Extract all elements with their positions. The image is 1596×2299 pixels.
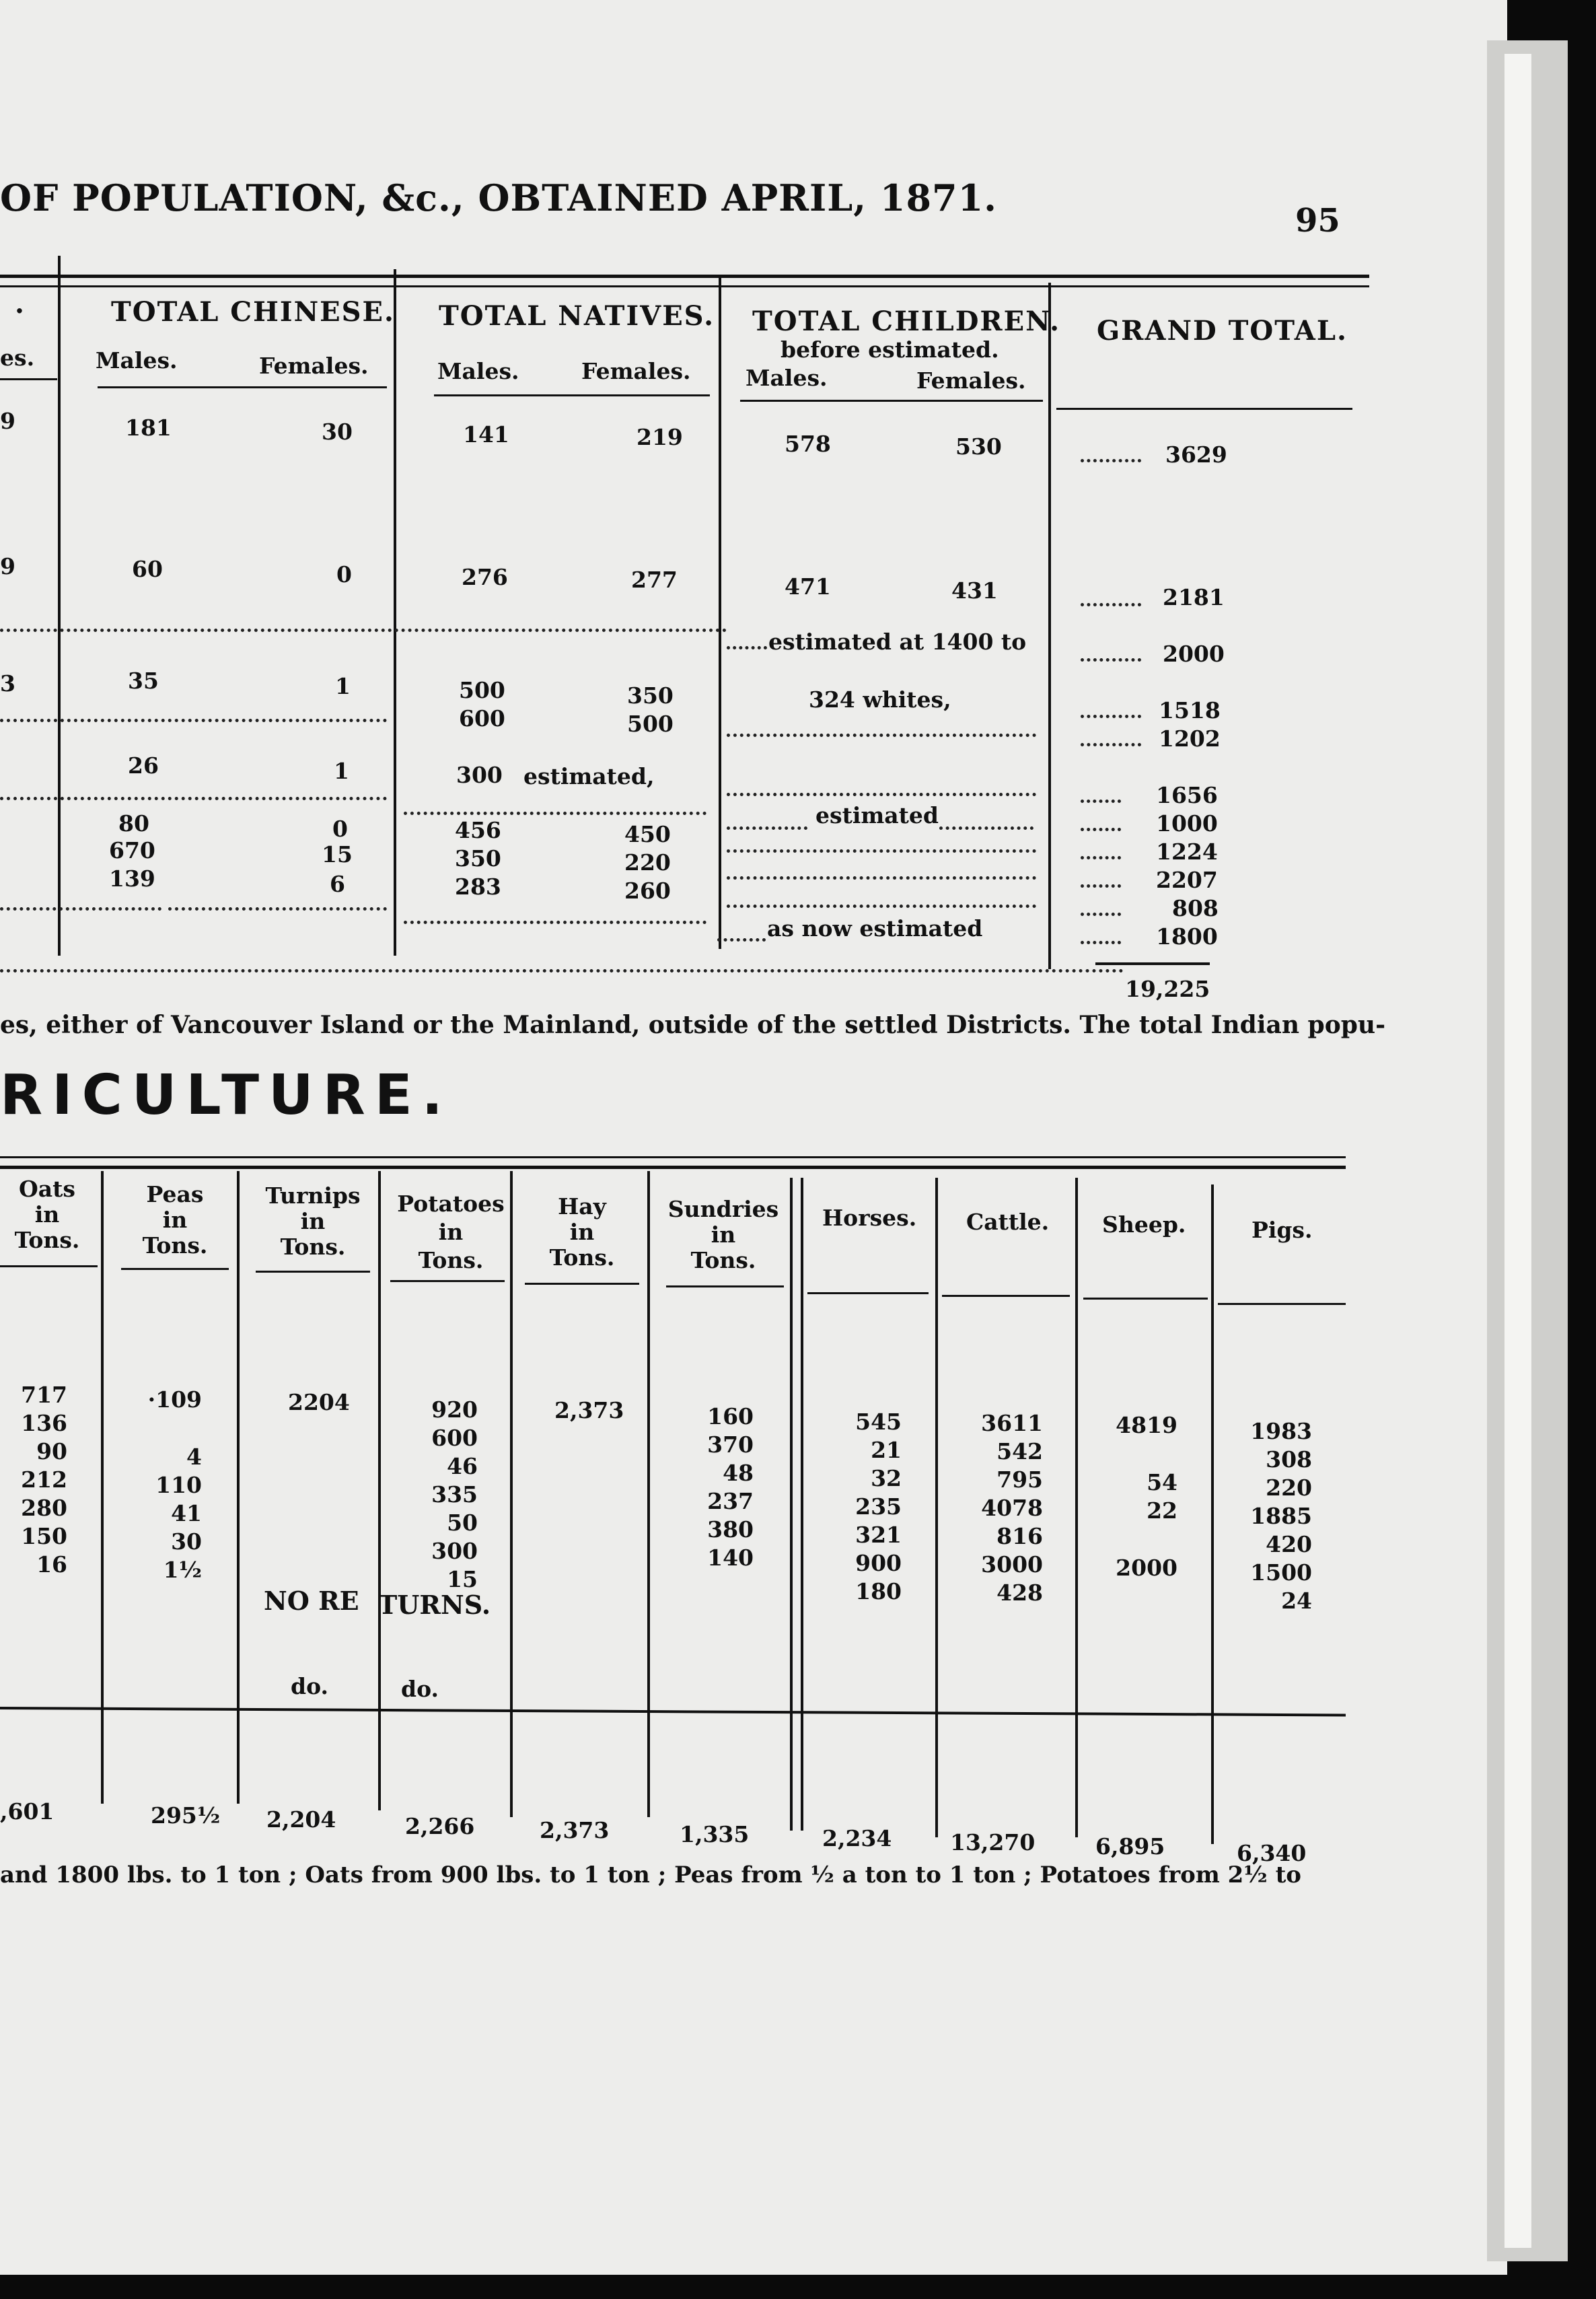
children-females: 431 <box>951 577 998 604</box>
header-underline <box>121 1268 229 1270</box>
chinese-males: 26 <box>128 752 159 779</box>
table-top-rule-2 <box>0 1166 1346 1169</box>
leader-dots <box>1081 800 1121 803</box>
sundries-total: 1,335 <box>680 1821 750 1847</box>
header-underline <box>0 378 57 380</box>
leader-dots <box>168 907 387 911</box>
pigs-values <box>1238 1417 1312 1615</box>
chinese-females: 15 <box>322 841 353 868</box>
turnips-value: 2204 <box>288 1389 350 1415</box>
leader-dots <box>1081 603 1141 606</box>
total-rule <box>1095 962 1210 965</box>
children-estimate-text: as now estimated <box>767 915 983 942</box>
agriculture-footnote: and 1800 lbs. to 1 ton ; Oats from 900 lbs. to 1 ton ; Peas from ½ a ton to 1 ton ; Potatoes from 2½ to <box>0 1862 1301 1888</box>
grand-total-header: GRAND TOTAL. <box>1097 315 1348 347</box>
natives-males: 141 <box>463 421 509 448</box>
chinese-males: 181 <box>125 415 172 441</box>
header-underline <box>98 386 387 388</box>
leftcut-header: es. <box>0 345 35 371</box>
natives-males: 600 <box>459 705 505 732</box>
col-divider <box>790 1178 793 1831</box>
leader-dots <box>1081 459 1141 462</box>
potatoes-value: 50 <box>447 1510 478 1536</box>
col-divider <box>394 269 396 956</box>
chinese-females: 0 <box>336 561 352 588</box>
natives-males-header: Males. <box>437 358 519 384</box>
chinese-males: 80 <box>118 810 149 837</box>
header-underline <box>1218 1303 1346 1305</box>
leader-dots <box>0 969 1124 972</box>
leader-dots <box>727 793 1036 796</box>
sheep-values <box>1103 1469 1177 1525</box>
leader-dots <box>1081 658 1141 662</box>
grand-total: 2181 <box>1163 584 1225 610</box>
header-underline <box>256 1271 370 1273</box>
turnips-header: Turnips in Tons. <box>265 1182 361 1260</box>
oats-value: 212 <box>21 1466 67 1493</box>
sundries-value: 380 <box>707 1516 754 1543</box>
children-females-header: Females. <box>916 367 1026 394</box>
natives-estimate-text: estimated, <box>523 763 655 789</box>
cattle-total: 13,270 <box>950 1829 1036 1855</box>
col-divider <box>1211 1184 1214 1844</box>
col-divider <box>801 1178 803 1831</box>
agriculture-title: RICULTURE. <box>0 1063 452 1127</box>
oats-value: 717 <box>21 1382 67 1408</box>
natives-females: 350 <box>627 682 674 709</box>
natives-females: 260 <box>624 878 671 904</box>
col-divider <box>1075 1178 1078 1837</box>
leader-dots <box>1081 856 1121 859</box>
natives-females-header: Females. <box>581 358 691 384</box>
cattle-value: 816 <box>996 1523 1043 1549</box>
leader-dots <box>727 734 1036 737</box>
leader-dots <box>1081 941 1121 944</box>
oats-value: 150 <box>21 1523 67 1549</box>
header-underline <box>942 1295 1070 1297</box>
sundries-value: 48 <box>723 1460 754 1486</box>
potatoes-value: 300 <box>431 1538 478 1564</box>
natives-females: 277 <box>631 567 678 593</box>
grand-total: 1202 <box>1159 726 1221 752</box>
chinese-females: 30 <box>322 419 353 445</box>
potatoes-value: 600 <box>431 1425 478 1451</box>
grand-total: 1000 <box>1156 810 1218 837</box>
hay-header: Hay in Tons. <box>549 1193 615 1271</box>
pigs-value: 220 <box>1266 1475 1312 1501</box>
peas-values <box>141 1443 202 1584</box>
peas-value: 30 <box>171 1528 202 1555</box>
children-estimate-text: estimated <box>815 802 939 828</box>
children-note: before estimated. <box>781 337 999 363</box>
children-estimate-text: 324 whites, <box>809 686 951 713</box>
ditto-left: do. <box>291 1673 328 1699</box>
natives-males: 350 <box>455 845 501 872</box>
chinese-males: 139 <box>109 865 155 892</box>
horses-value: 32 <box>871 1465 902 1491</box>
pigs-value: 308 <box>1266 1446 1312 1473</box>
header-underline <box>666 1285 784 1287</box>
leader-dots <box>939 826 1033 830</box>
peas-value: 4 <box>186 1444 202 1470</box>
peas-value: 110 <box>155 1472 202 1498</box>
leader-dots <box>727 876 1036 880</box>
natives-males: 456 <box>455 817 501 843</box>
grand-total: 1656 <box>1156 782 1218 808</box>
header-underline <box>0 1265 98 1267</box>
leader-dots <box>727 849 1036 853</box>
horses-value: 321 <box>855 1522 902 1548</box>
children-females: 530 <box>955 433 1002 460</box>
chinese-males: 60 <box>132 556 163 582</box>
leader-dots <box>1081 884 1121 888</box>
pigs-total: 6,340 <box>1237 1840 1307 1866</box>
leader-dots <box>1081 828 1121 831</box>
chinese-males-header: Males. <box>96 347 178 374</box>
sundries-header: Sundries in Tons. <box>667 1196 779 1273</box>
oats-value: 280 <box>21 1495 67 1521</box>
leader-dots <box>727 905 1036 908</box>
chinese-females: 0 <box>332 816 348 842</box>
leader-dots <box>404 812 706 815</box>
oats-value: 136 <box>21 1410 67 1436</box>
leader-dots <box>717 938 766 942</box>
leader-dots <box>727 826 807 830</box>
natives-females: 450 <box>624 821 671 847</box>
grand-total: 3629 <box>1165 441 1227 468</box>
children-header: TOTAL CHILDREN. <box>752 306 1061 337</box>
pigs-header: Pigs. <box>1252 1217 1313 1243</box>
oats-header: Oats in Tons. <box>14 1176 80 1253</box>
ditto-right: do. <box>401 1676 439 1702</box>
col-divider <box>647 1171 650 1817</box>
grand-total: 2207 <box>1156 867 1218 893</box>
sheep-header: Sheep. <box>1102 1211 1186 1238</box>
children-males: 471 <box>785 573 831 600</box>
natives-males: 283 <box>455 874 501 900</box>
chinese-males: 35 <box>128 668 159 694</box>
population-total: 19,225 <box>1125 976 1210 1002</box>
pigs-value: 1500 <box>1250 1559 1312 1586</box>
horses-value: 180 <box>855 1578 902 1604</box>
natives-females: 500 <box>627 711 674 737</box>
children-males-header: Males. <box>746 365 828 391</box>
col-divider <box>1048 283 1051 969</box>
peas-header: Peas in Tons. <box>142 1181 208 1259</box>
natives-males: 500 <box>459 677 505 703</box>
peas-total: 295½ <box>151 1802 221 1829</box>
pigs-value: 1885 <box>1250 1503 1312 1529</box>
sheep-value: 4819 <box>1116 1412 1177 1438</box>
potatoes-value: 335 <box>431 1481 478 1508</box>
horses-value: 545 <box>855 1409 902 1435</box>
cut-digit: 9 <box>0 408 15 434</box>
no-returns-left: NO RE <box>264 1586 359 1616</box>
cattle-value: 3611 <box>981 1410 1043 1436</box>
cattle-values <box>969 1409 1043 1607</box>
cattle-value: 795 <box>996 1466 1043 1493</box>
header-underline <box>434 394 710 396</box>
header-underline <box>807 1292 929 1294</box>
chinese-header: TOTAL CHINESE. <box>111 296 395 328</box>
sheep-total: 6,895 <box>1095 1833 1165 1860</box>
page-title: OF POPULATION, &c., OBTAINED APRIL, 1871. <box>0 176 997 219</box>
horses-value: 235 <box>855 1493 902 1520</box>
page-number: 95 <box>1295 202 1340 240</box>
cattle-value: 428 <box>996 1580 1043 1606</box>
children-males: 578 <box>785 431 831 457</box>
horses-header: Horses. <box>822 1205 917 1231</box>
table-top-rule-2 <box>0 285 1369 287</box>
cattle-value: 4078 <box>981 1495 1043 1521</box>
sundries-values <box>680 1403 754 1572</box>
potatoes-value: 920 <box>431 1396 478 1423</box>
sundries-value: 140 <box>707 1545 754 1571</box>
chinese-females: 6 <box>330 871 345 897</box>
oats-value: 16 <box>36 1551 67 1578</box>
natives-males: 276 <box>462 564 508 590</box>
natives-females: 220 <box>624 849 671 876</box>
cut-digit: 9 <box>0 553 15 579</box>
natives-header: TOTAL NATIVES. <box>439 300 715 332</box>
cattle-value: 542 <box>996 1438 1043 1464</box>
potatoes-value: 15 <box>447 1566 478 1592</box>
table-top-rule <box>0 275 1369 278</box>
leader-dots <box>1081 715 1141 718</box>
pigs-value: 24 <box>1281 1588 1312 1614</box>
oats-value: 90 <box>36 1438 67 1464</box>
sheep-value: 54 <box>1147 1469 1177 1495</box>
leader-dots <box>0 719 387 722</box>
cattle-header: Cattle. <box>966 1209 1050 1235</box>
leader-dots <box>1081 913 1121 916</box>
sheep-value: 22 <box>1147 1497 1177 1524</box>
col-divider <box>378 1171 381 1810</box>
leader-dots <box>1081 743 1141 746</box>
pigs-value: 1983 <box>1250 1418 1312 1444</box>
potatoes-values <box>410 1396 478 1594</box>
col-divider <box>935 1178 938 1837</box>
natives-females: 219 <box>637 424 683 450</box>
grand-total: 1224 <box>1156 839 1218 865</box>
leader-dots <box>0 797 387 800</box>
table-top-rule <box>0 1156 1346 1158</box>
hay-total: 2,373 <box>540 1817 610 1843</box>
leader-dots <box>404 921 706 924</box>
chinese-females: 1 <box>334 758 349 784</box>
peas-value: 1½ <box>163 1557 202 1583</box>
grand-total: 1518 <box>1159 697 1221 723</box>
grand-total: 1800 <box>1156 923 1218 950</box>
potatoes-total: 2,266 <box>405 1813 475 1839</box>
potatoes-value: 46 <box>447 1453 478 1479</box>
peas-value: ·109 <box>147 1386 202 1413</box>
cut-digit: 3 <box>0 670 15 697</box>
grand-total: 808 <box>1172 895 1219 921</box>
sundries-value: 237 <box>707 1488 754 1514</box>
no-returns-right: TURNS. <box>378 1590 491 1620</box>
horses-value: 21 <box>871 1437 902 1463</box>
pigs-value: 420 <box>1266 1531 1312 1557</box>
leftcut-dot: . <box>15 288 26 320</box>
natives-males: 300 <box>456 762 503 788</box>
leader-dots <box>0 907 161 911</box>
chinese-females: 1 <box>335 673 351 699</box>
peas-value: 41 <box>171 1500 202 1526</box>
leader-dots <box>0 629 727 632</box>
chinese-females-header: Females. <box>259 353 369 379</box>
header-underline <box>1083 1298 1208 1300</box>
chinese-males: 670 <box>109 837 155 863</box>
horses-values <box>834 1408 902 1606</box>
oats-values <box>13 1381 67 1579</box>
col-divider <box>58 256 61 956</box>
sheep-value: 2000 <box>1116 1555 1177 1581</box>
oats-total: ,601 <box>0 1798 55 1825</box>
horses-total: 2,234 <box>822 1825 892 1851</box>
cattle-value: 3000 <box>981 1551 1043 1578</box>
population-footnote: es, either of Vancouver Island or the Mainland, outside of the settled Districts. The total Indian popu- <box>0 1011 1386 1039</box>
horses-value: 900 <box>855 1550 902 1576</box>
header-underline <box>1056 408 1352 410</box>
grand-total: 2000 <box>1163 641 1225 667</box>
header-underline <box>390 1280 505 1282</box>
turnips-total: 2,204 <box>266 1806 336 1833</box>
header-underline <box>525 1283 639 1285</box>
header-underline <box>740 400 1043 402</box>
hay-value: 2,373 <box>554 1397 624 1423</box>
col-divider <box>719 276 721 949</box>
sundries-value: 370 <box>707 1431 754 1458</box>
potatoes-header: Potatoes in Tons. <box>397 1191 505 1273</box>
sundries-value: 160 <box>707 1403 754 1429</box>
children-estimate-text: estimated at 1400 to <box>768 629 1027 655</box>
leader-dots <box>727 646 767 649</box>
page-edge <box>1504 54 1531 2248</box>
